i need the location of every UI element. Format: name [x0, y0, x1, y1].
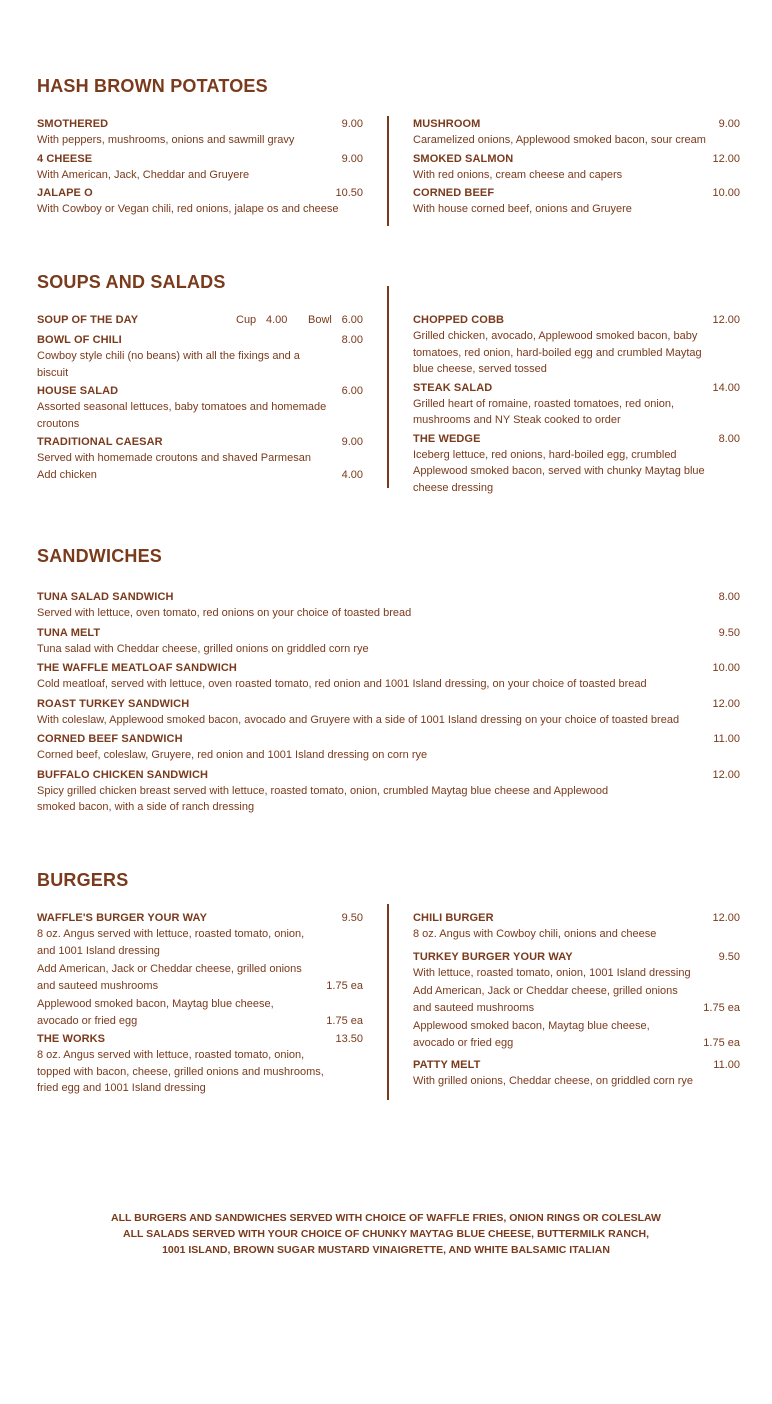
- menu-item: [413, 151, 740, 184]
- item-description: With American, Jack, Cheddar and Gruyere: [37, 168, 250, 181]
- column-divider: [387, 904, 389, 1100]
- addon-row: [37, 961, 363, 994]
- soups-left-column: [37, 312, 363, 483]
- burgers-right-column: [413, 910, 740, 1094]
- item-name: CORNED BEEF: [413, 187, 495, 199]
- footer-line: ALL SALADS SERVED WITH YOUR CHOICE OF CHUNKY MAYTAG BLUE CHEESE, BUTTERMILK RANCH,: [122, 1228, 649, 1240]
- item-name: SOUP OF THE DAY: [37, 314, 139, 326]
- item-price: 12.00: [712, 912, 740, 924]
- item-description: Served with lettuce, oven tomato, red onions on your choice of toasted bread: [37, 607, 412, 619]
- menu-item: [37, 332, 363, 381]
- item-name: PATTY MELT: [413, 1059, 481, 1071]
- item-description: 8 oz. Angus with Cowboy chili, onions and cheese: [413, 928, 657, 940]
- cup-label: Cup: [236, 314, 257, 326]
- item-description: Served with homemade croutons and shaved Parmesan: [37, 452, 311, 464]
- cup-price: 4.00: [266, 314, 288, 326]
- caesar-addon: [37, 467, 363, 484]
- menu-item: [37, 589, 740, 622]
- menu-item: [413, 116, 740, 149]
- menu-item: [37, 116, 363, 149]
- section-title-burgers: BURGERS: [37, 870, 129, 890]
- addon-text: Add American, Jack or Cheddar cheese, grilled onions and sauteed mushrooms: [37, 963, 302, 992]
- addon-text: Applewood smoked bacon, Maytag blue cheese, avocado or fried egg: [413, 1020, 650, 1049]
- menu-item: [413, 1057, 740, 1090]
- addon-price: 1.75 ea: [326, 1014, 363, 1027]
- item-description: 8 oz. Angus served with lettuce, roasted tomato, onion, topped with bacon, cheese, grilled onions and mushrooms, fried egg and 1001 Island dressing: [37, 1049, 324, 1094]
- item-price: 14.00: [712, 381, 740, 394]
- item-price: 10.00: [712, 662, 740, 674]
- addon-text: Add American, Jack or Cheddar cheese, grilled onions and sauteed mushrooms: [413, 985, 678, 1014]
- item-price: 9.00: [341, 118, 363, 130]
- addon-price: 1.75 ea: [703, 1036, 740, 1049]
- column-divider: [387, 286, 389, 488]
- menu-item: [37, 767, 740, 816]
- menu-item: [37, 660, 740, 693]
- menu-item: [37, 731, 740, 764]
- item-price: 10.50: [335, 187, 363, 199]
- item-price: 12.00: [712, 768, 740, 781]
- item-description: Tuna salad with Cheddar cheese, grilled onions on griddled corn rye: [37, 642, 369, 655]
- item-name: SMOTHERED: [37, 118, 109, 130]
- menu-item: [413, 312, 740, 378]
- item-name: BUFFALO CHICKEN SANDWICH: [37, 768, 209, 781]
- item-price: 9.50: [718, 950, 740, 963]
- footer-note: [0, 1210, 772, 1258]
- section-title-soups-salads: SOUPS AND SALADS: [37, 272, 226, 292]
- addon-price: 4.00: [341, 468, 363, 481]
- item-name: THE WORKS: [37, 1033, 106, 1045]
- item-price: 8.00: [718, 591, 740, 603]
- addon-label: Add chicken: [37, 468, 97, 481]
- menu-item: [37, 625, 740, 658]
- item-price: 8.00: [341, 334, 363, 346]
- item-description: Cowboy style chili (no beans) with all the fixings and a biscuit: [37, 350, 300, 379]
- item-name: STEAK SALAD: [413, 381, 493, 394]
- item-name: WAFFLE'S BURGER YOUR WAY: [37, 912, 208, 924]
- menu-item-soup-of-day: [37, 312, 363, 328]
- hash-brown-right-column: [413, 116, 740, 222]
- item-description: With grilled onions, Cheddar cheese, on griddled corn rye: [413, 1075, 694, 1087]
- item-price: 10.00: [712, 187, 740, 199]
- menu-item: [413, 949, 740, 982]
- item-price: 9.00: [718, 118, 740, 130]
- addon-row: [413, 1018, 740, 1051]
- item-description: Cold meatloaf, served with lettuce, oven roasted tomato, red onion and 1001 Island dressing, on your choice of toasted bread: [37, 678, 647, 690]
- item-price: 6.00: [341, 385, 363, 397]
- sandwiches-list: [37, 589, 740, 820]
- menu-item: [37, 910, 363, 959]
- menu-item: [37, 434, 363, 467]
- item-price: 9.50: [718, 626, 740, 639]
- item-name: TRADITIONAL CAESAR: [37, 436, 163, 448]
- item-description: With coleslaw, Applewood smoked bacon, avocado and Gruyere with a side of 1001 Island dressing on your choice of toasted bread: [37, 713, 680, 726]
- item-price: 11.00: [713, 1059, 740, 1071]
- item-price: 13.50: [335, 1033, 363, 1045]
- item-price: 8.00: [718, 432, 740, 445]
- item-description: With peppers, mushrooms, onions and sawmill gravy: [37, 134, 295, 146]
- item-name: TUNA MELT: [37, 626, 101, 639]
- addon-text: Applewood smoked bacon, Maytag blue cheese, avocado or fried egg: [37, 998, 274, 1027]
- menu-item: [37, 151, 363, 184]
- section-title-sandwiches: SANDWICHES: [37, 546, 163, 566]
- item-description: Grilled chicken, avocado, Applewood smoked bacon, baby tomatoes, red onion, hard-boiled egg and crumbled Maytag blue cheese, served tossed: [413, 330, 702, 375]
- item-price: 11.00: [713, 733, 740, 745]
- item-name: HOUSE SALAD: [37, 385, 119, 397]
- item-name: THE WAFFLE MEATLOAF SANDWICH: [37, 662, 237, 674]
- menu-item: [413, 380, 740, 429]
- item-name: SMOKED SALMON: [413, 152, 514, 165]
- item-description: With lettuce, roasted tomato, onion, 1001 Island dressing: [413, 966, 691, 979]
- item-name: CORNED BEEF SANDWICH: [37, 733, 183, 745]
- footer-line: 1001 ISLAND, BROWN SUGAR MUSTARD VINAIGRETTE, AND WHITE BALSAMIC ITALIAN: [162, 1244, 610, 1256]
- bowl-price: 6.00: [341, 314, 363, 326]
- item-description: 8 oz. Angus served with lettuce, roasted tomato, onion, and 1001 Island dressing: [37, 928, 305, 957]
- item-description: Iceberg lettuce, red onions, hard-boiled egg, crumbled Applewood smoked bacon, served with chunky Maytag blue cheese dressing: [413, 448, 705, 494]
- item-price: 12.00: [712, 314, 740, 326]
- item-description: Caramelized onions, Applewood smoked bacon, sour cream: [413, 134, 706, 146]
- item-name: CHILI BURGER: [413, 912, 494, 924]
- item-price: 9.50: [341, 912, 363, 924]
- menu-item: [413, 185, 740, 218]
- addon-row: [413, 983, 740, 1016]
- item-name: TURKEY BURGER YOUR WAY: [413, 950, 573, 963]
- item-name: THE WEDGE: [413, 432, 481, 445]
- addon-price: 1.75 ea: [326, 979, 363, 992]
- item-description: Corned beef, coleslaw, Gruyere, red onion and 1001 Island dressing on corn rye: [37, 749, 428, 761]
- item-price: 9.00: [341, 436, 363, 448]
- item-name: MUSHROOM: [413, 118, 481, 130]
- item-price: 12.00: [712, 697, 740, 710]
- item-price: 9.00: [341, 152, 363, 165]
- addon-row: [37, 996, 363, 1029]
- item-description: With Cowboy or Vegan chili, red onions, jalape os and cheese: [37, 203, 339, 215]
- soups-right-column: [413, 312, 740, 500]
- addon-price: 1.75 ea: [703, 1001, 740, 1014]
- menu-item: [413, 910, 740, 943]
- menu-item: [37, 696, 740, 729]
- item-name: TUNA SALAD SANDWICH: [37, 591, 174, 603]
- bowl-label: Bowl: [308, 314, 332, 326]
- item-name: BOWL OF CHILI: [37, 334, 122, 346]
- menu-item: [37, 1031, 363, 1097]
- item-description: With house corned beef, onions and Gruyere: [413, 203, 632, 215]
- item-name: JALAPE O: [37, 187, 93, 199]
- item-description: Grilled heart of romaine, roasted tomatoes, red onion, mushrooms and NY Steak cooked to order: [413, 397, 675, 426]
- item-name: ROAST TURKEY SANDWICH: [37, 697, 190, 710]
- item-name: 4 CHEESE: [37, 152, 93, 165]
- menu-item: [413, 431, 740, 497]
- item-description: Spicy grilled chicken breast served with lettuce, roasted tomato, onion, crumbled Maytag blue cheese and Applewood smoked bacon, with a side of ranch dressing: [37, 784, 609, 813]
- burgers-left-column: [37, 910, 363, 1101]
- menu-item: [37, 185, 363, 218]
- hash-brown-left-column: [37, 116, 363, 222]
- item-price: 12.00: [712, 152, 740, 165]
- item-description: With red onions, cream cheese and capers: [413, 168, 623, 181]
- menu-item: [37, 383, 363, 432]
- section-title-hash-brown: HASH BROWN POTATOES: [37, 76, 268, 96]
- column-divider: [387, 116, 389, 226]
- item-description: Assorted seasonal lettuces, baby tomatoes and homemade croutons: [37, 401, 327, 430]
- item-name: CHOPPED COBB: [413, 314, 505, 326]
- footer-line: ALL BURGERS AND SANDWICHES SERVED WITH CHOICE OF WAFFLE FRIES, ONION RINGS OR COLESLAW: [111, 1212, 661, 1224]
